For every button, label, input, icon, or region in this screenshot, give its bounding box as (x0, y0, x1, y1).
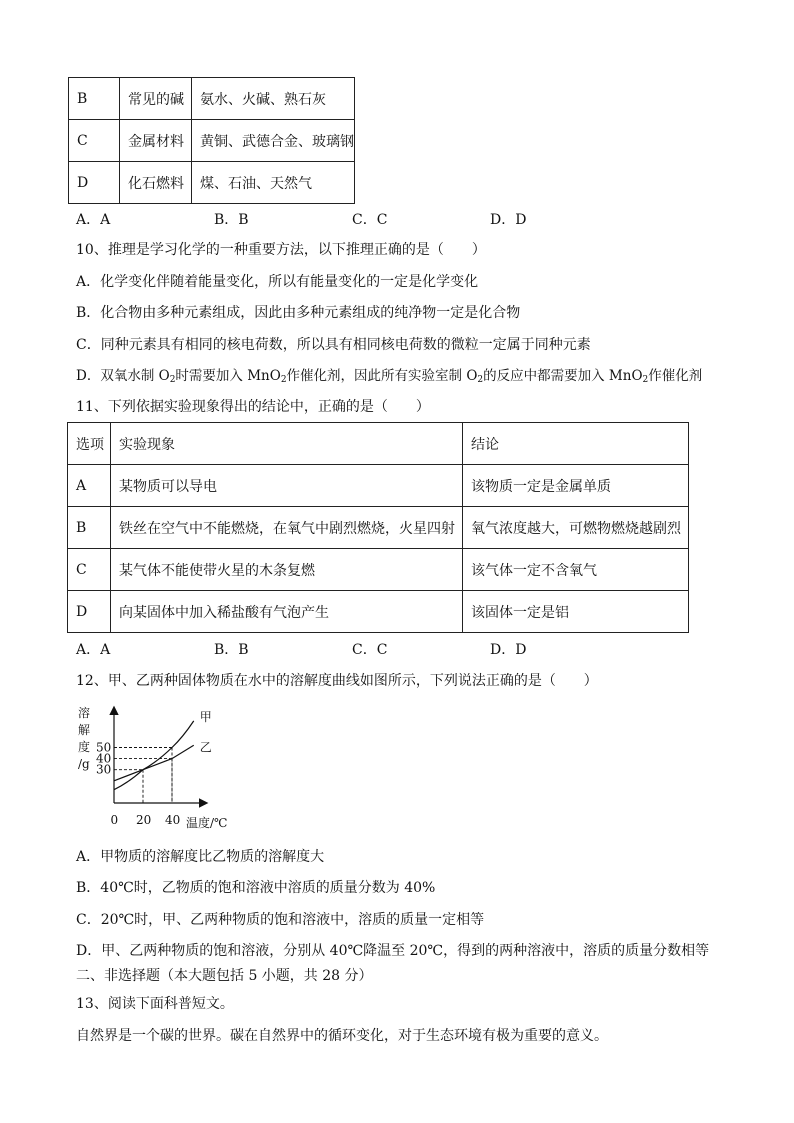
table-row (69, 78, 355, 120)
q9-option-b: B．B (214, 212, 249, 228)
x-tick-label: 0 (110, 813, 119, 827)
q11-option-c: C．C (352, 642, 388, 658)
table-row (69, 120, 355, 162)
chart-labels (78, 705, 227, 830)
y-tick-label: 40 (96, 751, 112, 766)
q10-option-b: B．化合物由多种元素组成，因此由多种元素组成的纯净物一定是化合物 (76, 305, 521, 321)
series-label: 甲 (199, 709, 212, 724)
table-row (68, 507, 689, 549)
table-cell: 化石燃料 (120, 162, 192, 204)
series-label: 乙 (199, 740, 212, 755)
y-axis-label: 解 (78, 723, 91, 737)
table-cell: C (68, 549, 111, 591)
q11-stem: 11、下列依据实验现象得出的结论中，正确的是（ ） (76, 399, 430, 415)
q12-option-c: C．20℃时，甲、乙两种物质的饱和溶液中，溶质的质量一定相等 (76, 912, 485, 928)
table-cell: 该固体一定是铝 (463, 591, 689, 633)
q9-option-c: C．C (352, 212, 388, 228)
q10-option-d: D．双氧水制 $O_2$时需要加入 MnO$_2$作催化剂，因此所有实验室制 $O_2$的反应中都需要加入 MnO$_2$作催化剂 (76, 368, 703, 385)
x-tick-label: 40 (165, 813, 181, 827)
q11-option-b: B．B (214, 642, 249, 658)
q9-option-d: D．D (490, 212, 527, 228)
table-cell: A (68, 465, 111, 507)
q11-option-d: D．D (490, 642, 527, 658)
x-tick-label: 20 (136, 813, 152, 827)
y-tick-label: 50 (96, 740, 112, 755)
q12-option-a: A．甲物质的溶解度比乙物质的溶解度大 (76, 849, 325, 865)
table-cell: 某物质可以导电 (111, 465, 463, 507)
table-header: 结论 (463, 423, 689, 465)
table-cell: 该气体一定不含氧气 (463, 549, 689, 591)
y-axis-label: /g (78, 757, 90, 771)
table-cell: 氧气浓度越大，可燃物燃烧越剧烈 (463, 507, 689, 549)
solubility-chart (70, 700, 250, 835)
table-cell: C (69, 120, 120, 162)
y-tick-label: 30 (96, 762, 112, 777)
q12-option-d: D．甲、乙两种物质的饱和溶液，分别从 40℃降温至 20℃，得到的两种溶液中，溶质的质量分数相等 (76, 943, 710, 959)
experiment-table (67, 422, 689, 633)
table-header: 选项 (68, 423, 111, 465)
table-cell: 向某固体中加入稀盐酸有气泡产生 (111, 591, 463, 633)
table-header: 实验现象 (111, 423, 463, 465)
q12-option-b: B．40℃时，乙物质的饱和溶液中溶质的质量分数为 40% (76, 880, 436, 896)
table-header-row (68, 423, 689, 465)
y-axis-label: 溶 (78, 706, 91, 720)
q10-stem: 10、推理是学习化学的一种重要方法，以下推理正确的是（ ） (76, 242, 486, 258)
x-axis-label: 温度/℃ (186, 816, 228, 830)
table-cell: 氨水、火碱、熟石灰 (192, 78, 355, 120)
table-cell: B (68, 507, 111, 549)
q11-option-a: A．A (76, 642, 111, 658)
q13-paragraph: 自然界是一个碳的世界。碳在自然界中的循环变化，对于生态环境有极为重要的意义。 (76, 1028, 608, 1044)
table-cell: D (69, 162, 120, 204)
table-cell: 某气体不能使带火星的木条复燃 (111, 549, 463, 591)
q10-option-a: A．化学变化伴随着能量变化，所以有能量变化的一定是化学变化 (76, 274, 479, 290)
q12-stem: 12、甲、乙两种固体物质在水中的溶解度曲线如图所示，下列说法正确的是（ ） (76, 673, 598, 689)
series-line (114, 721, 194, 790)
chart-curves (114, 721, 194, 790)
table-row (68, 549, 689, 591)
q10-option-c: C．同种元素具有相同的核电荷数，所以具有相同核电荷数的微粒一定属于同种元素 (76, 337, 591, 353)
classification-table (68, 77, 355, 204)
table-cell: 常见的碱 (120, 78, 192, 120)
section-heading: 二、非选择题（本大题包括 5 小题，共 28 分） (76, 968, 373, 984)
q13-stem: 13、阅读下面科普短文。 (76, 996, 234, 1012)
table-row (68, 591, 689, 633)
table-row (68, 465, 689, 507)
table-cell: B (69, 78, 120, 120)
table-cell: 该物质一定是金属单质 (463, 465, 689, 507)
table-row (69, 162, 355, 204)
table-cell: D (68, 591, 111, 633)
q9-option-a: A．A (76, 212, 111, 228)
table-cell: 铁丝在空气中不能燃烧，在氧气中剧烈燃烧，火星四射 (111, 507, 463, 549)
table-cell: 煤、石油、天然气 (192, 162, 355, 204)
table-cell: 黄铜、武德合金、玻璃钢 (192, 120, 355, 162)
y-axis-label: 度 (78, 740, 91, 754)
table-cell: 金属材料 (120, 120, 192, 162)
